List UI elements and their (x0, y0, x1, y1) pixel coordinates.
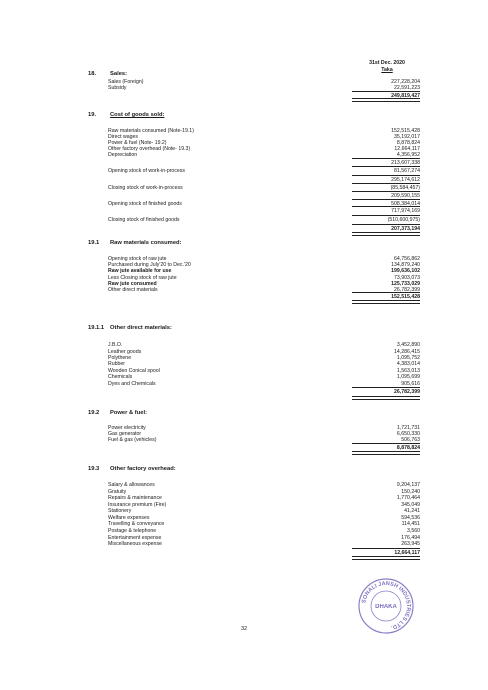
row-label: Power electricity (108, 425, 146, 431)
double-total-rule (352, 98, 420, 102)
row-label: Opening stock of finished goods (108, 201, 182, 207)
row-amount: 152,515,428 (391, 294, 420, 300)
row-label: Entertainment expense (108, 535, 162, 541)
row-amount: 249,819,427 (391, 93, 420, 99)
double-total-rule (352, 232, 420, 236)
row-label: Depreciation (108, 152, 138, 158)
subtotal-rule (352, 91, 420, 92)
row-label: Wooden Conical spool (108, 368, 160, 374)
subtotal-rule (352, 158, 420, 159)
subtotal-rule (352, 191, 420, 192)
row-label: Closing stock of work-in-process (108, 185, 183, 191)
row-amount: 125,733,029 (391, 281, 420, 287)
row-amount: 213,607,338 (391, 160, 420, 166)
row-label: Repairs & maintenance (108, 495, 162, 501)
row-amount: 9,204,137 (396, 482, 420, 488)
row-label: Raw materials consumed (Note-19.1) (108, 128, 194, 134)
section-number: 18. (88, 71, 97, 77)
row-amount: 3,452,890 (396, 342, 420, 348)
row-amount: 12,664,117 (394, 146, 420, 152)
row-amount: 207,373,194 (391, 226, 420, 232)
section-title: Cost of goods sold: (110, 112, 165, 118)
row-label: Fuel & gas (vehicles) (108, 437, 157, 443)
statement-row (108, 482, 428, 488)
row-amount: 114,451 (401, 521, 420, 527)
row-label: Rubber (108, 361, 126, 367)
subtotal-rule (352, 224, 420, 225)
section-title: Other factory overhead: (110, 466, 176, 472)
section-number: 19.1 (88, 240, 100, 246)
row-amount: 35,192,017 (394, 134, 420, 140)
section-title: Sales: (110, 71, 128, 77)
row-label: Gratuity (108, 489, 127, 495)
row-amount: 295,174,612 (391, 177, 420, 183)
subtotal-rule (352, 183, 420, 184)
row-label: Polythene (108, 355, 132, 361)
row-amount: 8,878,824 (396, 140, 420, 146)
double-total-rule (352, 556, 420, 560)
stamp-city-text: DHAKA (375, 604, 397, 610)
row-label: Opening stock of work-in-process (108, 168, 185, 174)
statement-row (108, 521, 428, 527)
statement-row (108, 374, 428, 380)
page-number: 32 (240, 626, 248, 632)
subtotal-rule (352, 199, 420, 200)
section-number: 19.3 (88, 466, 100, 472)
row-label: Raw jute available for use (108, 268, 172, 274)
subtotal-rule (352, 292, 420, 293)
double-total-rule (352, 300, 420, 304)
row-amount: 905,616 (401, 381, 420, 387)
subtotal-rule (352, 206, 420, 207)
subtotal-rule (352, 166, 420, 167)
row-amount: 199,636,102 (391, 268, 420, 274)
double-total-rule (352, 396, 420, 400)
row-amount: 26,782,399 (394, 389, 420, 395)
subtotal-rule (352, 215, 420, 216)
statement-row (108, 217, 428, 223)
row-amount: 6,650,330 (396, 431, 420, 437)
row-label: Chemicals (108, 374, 133, 380)
row-label: Other direct materials (108, 287, 158, 293)
row-amount: 1,721,731 (396, 425, 420, 431)
row-amount: 8,878,824 (396, 445, 420, 451)
row-amount: 176,494 (401, 535, 420, 541)
row-label: Travelling & conveyance (108, 521, 165, 527)
row-amount: 64,756,862 (394, 256, 420, 262)
section-title: Raw materials consumed: (110, 240, 182, 246)
row-amount: 1,095,699 (396, 374, 420, 380)
statement-row (108, 541, 428, 547)
row-label: J.B.O. (108, 342, 123, 348)
row-amount: 263,945 (401, 541, 420, 547)
row-amount: 506,763 (401, 437, 420, 443)
statement-row (108, 361, 428, 367)
double-total-rule (352, 451, 420, 455)
row-label: Miscellaneous expense (108, 541, 162, 547)
currency-label: Taka (381, 67, 393, 73)
column-header (352, 60, 422, 74)
row-amount: 81,567,274 (394, 168, 420, 174)
statement-row (108, 168, 428, 174)
row-amount: 1,095,752 (396, 355, 420, 361)
statement-row (108, 495, 428, 501)
subtotal-rule (352, 387, 420, 388)
statement-row (108, 528, 428, 534)
statement-row (108, 268, 428, 274)
row-amount: 3,560 (407, 528, 420, 534)
row-amount: 150,240 (401, 489, 420, 495)
row-amount: 1,770,464 (396, 495, 420, 501)
row-amount: 594,536 (401, 515, 420, 521)
row-amount: 41,241 (404, 508, 420, 514)
row-amount: 227,228,204 (391, 79, 420, 85)
section-title: Other direct materials: (110, 325, 172, 331)
row-label: Power & fuel (Note- 19.2) (108, 140, 167, 146)
row-label: Leather goods (108, 349, 142, 355)
row-amount: 209,590,155 (391, 193, 420, 199)
row-amount: 717,974,169 (391, 208, 420, 214)
row-amount: 22,591,223 (394, 85, 420, 91)
company-seal-stamp (356, 576, 416, 636)
section-title: Power & fuel: (110, 410, 148, 416)
row-amount: 4,356,952 (396, 152, 420, 158)
period-label: 31st Dec. 2020 (369, 60, 405, 66)
row-label: Gas generator (108, 431, 142, 437)
row-label: Less Closing stock of raw jute (108, 275, 177, 281)
row-amount: 12,664,117 (394, 550, 420, 556)
row-label: Salary & allowances (108, 482, 155, 488)
row-amount: 1,563,013 (396, 368, 420, 374)
stamp-ring-text: SONALI JANSH INDUSTRIES LTD. (361, 580, 412, 631)
section-number: 19.1.1 (88, 325, 105, 331)
row-amount: 26,782,399 (394, 287, 420, 293)
row-amount: 345,049 (401, 502, 420, 508)
row-amount: 73,903,073 (394, 275, 420, 281)
row-amount: 152,515,428 (391, 128, 420, 134)
subtotal-row (108, 389, 428, 395)
section-number: 19. (88, 112, 97, 118)
row-label: Dyes and Chemicals (108, 381, 156, 387)
row-label: Raw jute consumed (108, 281, 157, 287)
subtotal-rule (352, 175, 420, 176)
subtotal-rule (352, 443, 420, 444)
row-label: Insurance premium (Fire) (108, 502, 167, 508)
row-label: Opening stock of raw jute (108, 256, 167, 262)
statement-row (108, 342, 428, 348)
row-amount: (510,600,975) (387, 217, 420, 223)
subtotal-rule (352, 548, 420, 549)
statement-row (108, 508, 428, 514)
row-amount: 134,879,240 (391, 262, 420, 268)
row-amount: 14,286,415 (394, 349, 420, 355)
row-label: Other factory overhead (Note- 19.3) (108, 146, 191, 152)
row-amount: (85,584,457) (390, 185, 420, 191)
section-number: 19.2 (88, 410, 100, 416)
row-label: Closing stock of finished goods (108, 217, 180, 223)
row-label: Stationery (108, 508, 132, 514)
row-amount: 4,383,014 (396, 361, 420, 367)
subtotal-row (108, 208, 428, 214)
row-label: Purchased during July'20 to Dec.'20 (108, 262, 191, 268)
row-label: Sales (Foreign) (108, 79, 144, 85)
row-label: Postage & telephone (108, 528, 157, 534)
row-label: Direct wages (108, 134, 138, 140)
row-label: Welfare expenses (108, 515, 150, 521)
row-amount: 508,384,014 (391, 201, 420, 207)
row-label: Subsidy (108, 85, 127, 91)
